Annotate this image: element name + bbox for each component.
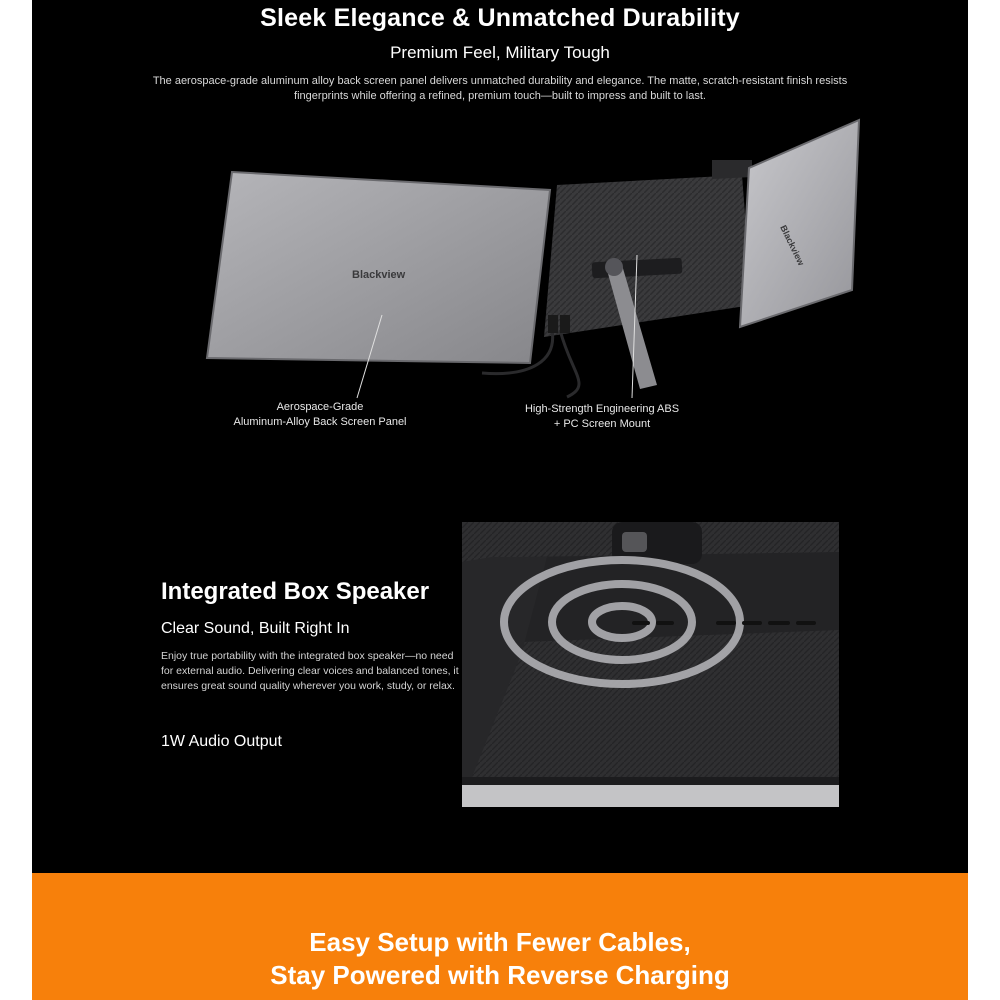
speaker-spec: 1W Audio Output	[161, 733, 282, 750]
banner-title	[32, 926, 968, 992]
speaker-title: Integrated Box Speaker	[161, 578, 430, 605]
speaker-photo	[462, 522, 839, 807]
speaker-description: Enjoy true portability with the integrated box speaker—no need for external audio. Delivering clear voices and balanced tones, it ensures great sound quality wherever you work, study, or relax.	[161, 650, 459, 692]
right-back-panel	[740, 120, 859, 327]
callout-right-line2: + PC Screen Mount	[553, 418, 651, 430]
left-back-panel	[207, 172, 550, 363]
cta-banner	[32, 873, 968, 1000]
callout-left-line2: Aluminum-Alloy Back Screen Panel	[233, 416, 407, 428]
speaker-illustration	[462, 522, 839, 807]
monitor-illustration	[152, 115, 872, 405]
banner-line2: Stay Powered with Reverse Charging	[270, 960, 730, 990]
callout-right-line1: High-Strength Engineering ABS	[524, 403, 680, 415]
banner-line1: Easy Setup with Fewer Cables,	[309, 927, 691, 957]
brand-logo-left: Blackview	[352, 269, 406, 281]
section-subtitle: Premium Feel, Military Tough	[390, 43, 610, 62]
callout-aluminum-panel	[210, 400, 430, 430]
callout-screen-mount	[502, 402, 702, 432]
section-description: The aerospace-grade aluminum alloy back screen panel delivers unmatched durability and elegance. The matte, scratch-resistant finish resists fingerprints while offering a refined, premium touch—built to impress and built to last.	[152, 75, 848, 102]
screen-mount	[544, 160, 752, 337]
callout-left-line1: Aerospace-Grade	[276, 401, 364, 413]
brand-logo-right: Blackview	[778, 223, 807, 268]
speaker-subtitle: Clear Sound, Built Right In	[161, 620, 350, 637]
content-panel	[32, 0, 968, 873]
section-title: Sleek Elegance & Unmatched Durability	[260, 4, 740, 32]
